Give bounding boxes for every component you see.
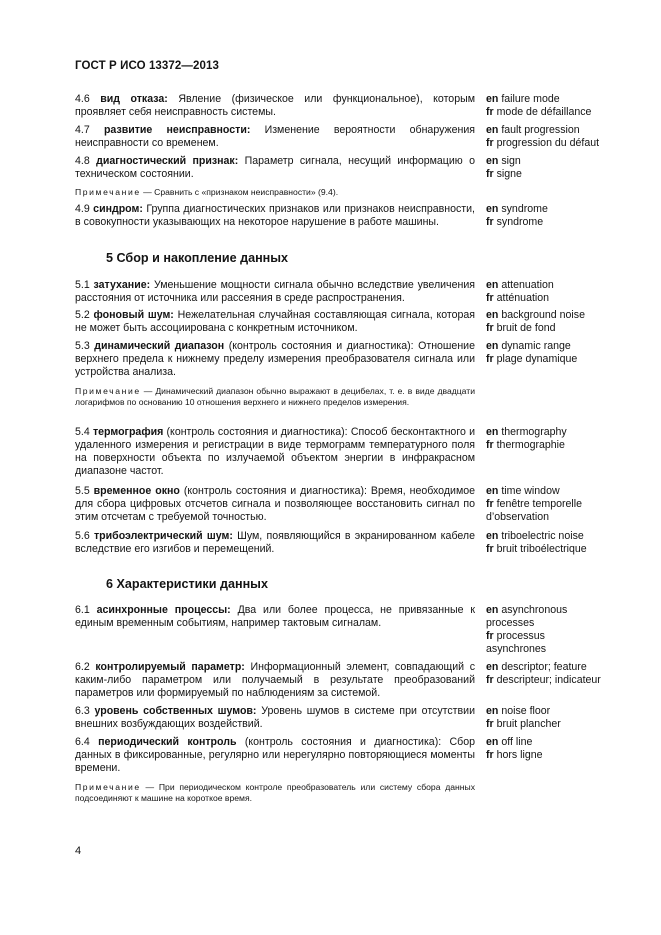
term-name: асинхронные процессы:	[96, 604, 231, 616]
page-number: 4	[75, 845, 82, 857]
english-term: time window	[501, 485, 560, 497]
french-term: descripteur; indicateur	[496, 674, 601, 686]
english-term: asynchronous processes	[486, 604, 568, 629]
term-translations: en asynchronous processes fr processus asynchrones	[486, 604, 568, 655]
english-term: off line	[501, 736, 533, 748]
term-definition: 5.5 временное окно (контроль состояния и диагностика): Время, необходимое для сбора цифровых отсчетов сигнала и позволяющее восстановить сигнал по этим отсчетам с требуемой точностью.	[75, 485, 476, 523]
term-definition: 6.2 контролируемый параметр: Информационный элемент, совпадающий с каким-либо параметром или получаемый в результате преобразований параметров или формируемый по наблюдениям за системой.	[75, 661, 476, 699]
term-definition: 4.9 синдром: Группа диагностических признаков или признаков неисправности, в совокупности указывающих на некоторое нарушение в работе машины.	[75, 203, 475, 228]
section-heading-5: 5 Сбор и накопление данных	[106, 251, 289, 265]
english-term: attenuation	[501, 279, 554, 291]
note-6-4: Примечание — При периодическом контроле преобразователь или систему сбора данных подсоединяют к машине на короткое время.	[75, 782, 475, 803]
term-definition: 6.4 периодический контроль (контроль состояния и диагностика): Сбор данных в фиксированные, регулярно или нерегулярно повторяющиеся моменты времени.	[75, 736, 475, 774]
term-translations: en noise floor fr bruit plancher	[486, 705, 561, 730]
term-name: трибоэлектрический шум:	[93, 530, 233, 542]
term-definition: 5.4 термография (контроль состояния и диагностика): Способ бесконтактного и удаленного измерения и регистрации в виде термограмм температурного поля на поверхности объекта по излучаемой объектом энергии в инфракрасном диапазоне частот.	[75, 426, 475, 477]
term-translations: en dynamic range fr plage dynamique	[486, 340, 578, 365]
english-term: failure mode	[501, 93, 560, 105]
english-term: noise floor	[501, 705, 551, 717]
french-term: thermographie	[496, 439, 565, 451]
french-term: signe	[496, 168, 522, 180]
term-definition: 4.8 диагностический признак: Параметр сигнала, несущий информацию о техническом состоянии.	[75, 155, 476, 180]
term-name: вид отказа:	[100, 93, 168, 105]
english-term: background noise	[501, 309, 585, 321]
english-term: sign	[501, 155, 521, 167]
term-definition: 6.3 уровень собственных шумов: Уровень шумов в системе при отсутствии внешних возбуждающих воздействий.	[75, 705, 475, 730]
term-name: временное окно	[93, 485, 180, 497]
term-name: развитие неисправности:	[103, 124, 251, 136]
french-term: bruit de fond	[496, 322, 556, 334]
section-heading-6: 6 Характеристики данных	[106, 577, 268, 591]
french-term: plage dynamique	[496, 353, 578, 365]
term-definition: 4.6 вид отказа: Явление (физическое или функциональное), которым проявляет себя неисправность системы.	[75, 93, 475, 118]
french-term: bruit plancher	[496, 718, 561, 730]
french-term: atténuation	[496, 292, 550, 304]
term-definition: 5.6 трибоэлектрический шум: Шум, появляющийся в экранированном кабеле вследствие его изгибов и перемещений.	[75, 530, 476, 555]
term-translations: en failure mode fr mode de défaillance	[486, 93, 592, 118]
term-translations: en background noise fr bruit de fond	[486, 309, 585, 334]
english-term: thermography	[501, 426, 567, 438]
french-term: progression du défaut	[496, 137, 600, 149]
french-term: fenêtre temporelle d’observation	[486, 498, 582, 523]
french-term: hors ligne	[496, 749, 543, 761]
french-term: bruit triboélectrique	[496, 543, 587, 555]
english-term: triboelectric noise	[501, 530, 584, 542]
term-translations: en attenuation fr atténuation	[486, 279, 554, 304]
french-term: processus asynchrones	[486, 630, 547, 655]
note-4-8: Примечание — Сравнить с «признаком неисправности» (9.4).	[75, 187, 339, 197]
term-name: фоновый шум:	[93, 309, 174, 321]
french-term: mode de défaillance	[496, 106, 592, 118]
term-translations: en sign fr signe	[486, 155, 522, 180]
term-definition: 4.7 развитие неисправности: Изменение вероятности обнаружения неисправности со временем.	[75, 124, 475, 149]
term-definition: 5.1 затухание: Уменьшение мощности сигнала обычно вследствие увеличения расстояния от источника или рассеяния в среде распространения.	[75, 279, 475, 304]
term-name: уровень собственных шумов:	[94, 705, 257, 717]
term-definition: 5.2 фоновый шум: Нежелательная случайная составляющая сигнала, которая не может быть ассоциирована с конкретным источником.	[75, 309, 475, 334]
term-name: затухание:	[93, 279, 151, 291]
term-name: диагностический признак:	[96, 155, 239, 167]
document-header: ГОСТ Р ИСО 13372—2013	[75, 60, 220, 72]
term-translations: en syndrome fr syndrome	[486, 203, 548, 228]
term-name: контролируемый параметр:	[95, 661, 245, 673]
french-term: syndrome	[496, 216, 544, 228]
english-term: dynamic range	[501, 340, 571, 352]
english-term: descriptor; feature	[501, 661, 587, 673]
term-translations: en off line fr hors ligne	[486, 736, 543, 761]
term-definition: 6.1 асинхронные процессы: Два или более процесса, не привязанные к единым временным событиям, например тактовым сигналам.	[75, 604, 476, 629]
term-translations: en thermography fr thermographie	[486, 426, 567, 451]
term-translations: en time window fr fenêtre temporelle d’observation	[486, 485, 582, 523]
english-term: fault progression	[501, 124, 580, 136]
term-definition: 5.3 динамический диапазон (контроль состояния и диагностика): Отношение верхнего предела к нижнему пределу измерения преобразователя сигнала или устройства анализа.	[75, 340, 475, 378]
term-translations: en descriptor; feature fr descripteur; indicateur	[486, 661, 601, 686]
term-translations: en fault progression fr progression du défaut	[486, 124, 600, 149]
term-name: периодический контроль	[98, 736, 237, 748]
english-term: syndrome	[501, 203, 548, 215]
term-name: термография	[92, 426, 164, 438]
term-name: синдром:	[93, 203, 143, 215]
term-name: динамический диапазон	[94, 340, 225, 352]
term-translations: en triboelectric noise fr bruit triboélectrique	[486, 530, 587, 555]
note-5-3: Примечание — Динамический диапазон обычно выражают в децибелах, т. е. в виде двадцати логарифмов по основанию 10 отношения верхнего и нижнего пределов измерения.	[75, 386, 476, 407]
